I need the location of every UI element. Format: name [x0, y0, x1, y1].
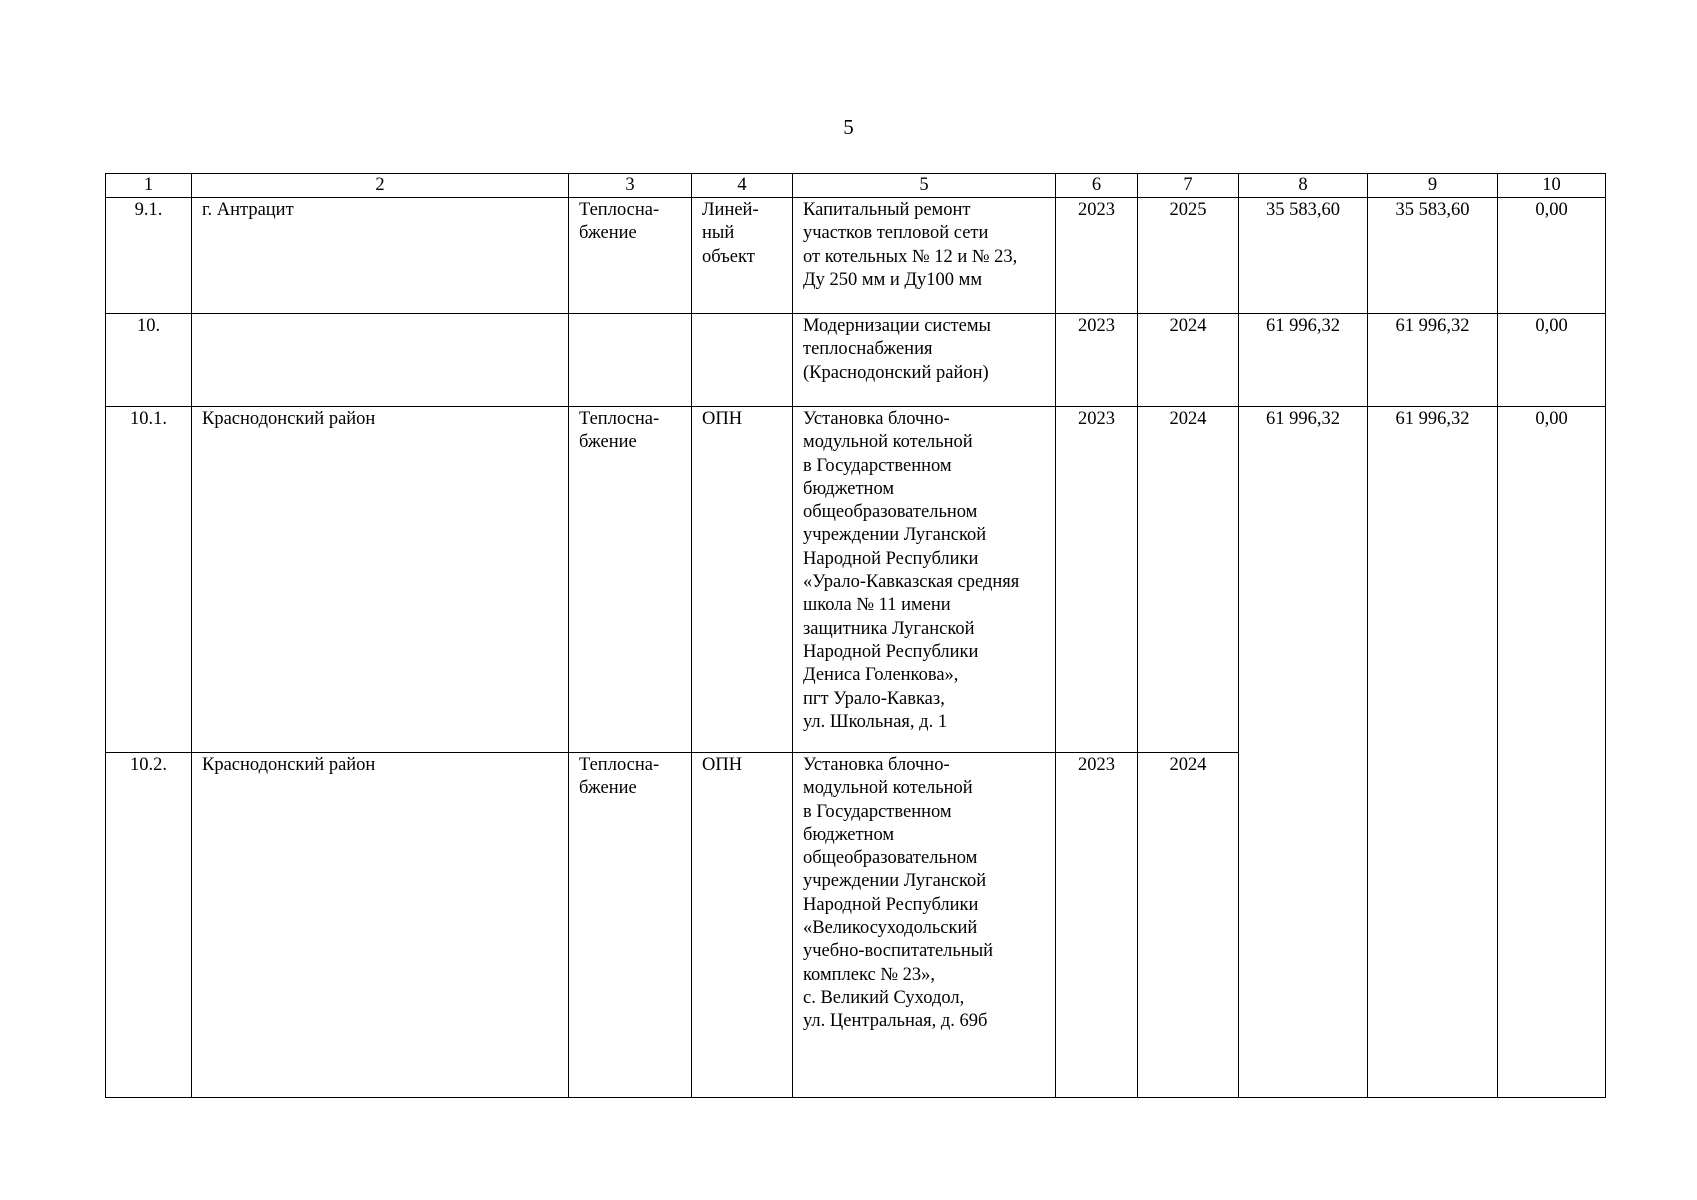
category-cell: [569, 314, 692, 407]
end-year-cell: 2024: [1138, 753, 1239, 1098]
type-cell: [692, 314, 793, 407]
description-cell: Модернизации системы теплоснабжения (Краснодонский район): [793, 314, 1056, 407]
column-header: 4: [692, 174, 793, 198]
start-year-cell: 2023: [1056, 407, 1138, 753]
table-row: [106, 314, 1606, 407]
amount-col10-cell: 0,00: [1498, 407, 1606, 1098]
amount-col10-cell: 0,00: [1498, 198, 1606, 314]
amount-col8-cell: 35 583,60: [1239, 198, 1368, 314]
category-cell: Теплосна- бжение: [569, 198, 692, 314]
column-header: 6: [1056, 174, 1138, 198]
column-header: 10: [1498, 174, 1606, 198]
type-cell: ОПН: [692, 753, 793, 1098]
location-cell: Краснодонский район: [192, 407, 569, 753]
header-row: [106, 174, 1606, 198]
row-number: 9.1.: [106, 198, 192, 314]
description-cell: Капитальный ремонт участков тепловой сети от котельных № 12 и № 23, Ду 250 мм и Ду100 мм: [793, 198, 1056, 314]
table-row: [106, 198, 1606, 314]
column-header: 3: [569, 174, 692, 198]
description-cell: Установка блочно- модульной котельной в Государственном бюджетном общеобразовательном учреждении Луганской Народной Республики «Урало-Кавказская средняя школа № 11 имени защитника Луганской Народной Республики Дениса Голенкова», пгт Урало-Кавказ, ул. Школьная, д. 1: [793, 407, 1056, 753]
column-header: 7: [1138, 174, 1239, 198]
end-year-cell: 2025: [1138, 198, 1239, 314]
column-header: 8: [1239, 174, 1368, 198]
start-year-cell: 2023: [1056, 198, 1138, 314]
row-number: 10.2.: [106, 753, 192, 1098]
amount-col8-cell: 61 996,32: [1239, 407, 1368, 1098]
row-number: 10.: [106, 314, 192, 407]
table-row: [106, 407, 1606, 753]
type-cell: ОПН: [692, 407, 793, 753]
location-cell: Краснодонский район: [192, 753, 569, 1098]
column-header: 1: [106, 174, 192, 198]
type-cell: Линей- ный объект: [692, 198, 793, 314]
column-header: 2: [192, 174, 569, 198]
amount-col9-cell: 61 996,32: [1368, 407, 1498, 1098]
amount-col9-cell: 61 996,32: [1368, 314, 1498, 407]
amount-col9-cell: 35 583,60: [1368, 198, 1498, 314]
category-cell: Теплосна- бжение: [569, 753, 692, 1098]
amount-col10-cell: 0,00: [1498, 314, 1606, 407]
column-header: 9: [1368, 174, 1498, 198]
description-cell: Установка блочно- модульной котельной в Государственном бюджетном общеобразовательном учреждении Луганской Народной Республики «Великосуходольский учебно-воспитательный комплекс № 23», с. Великий Суходол, ул. Центральная, д. 69б: [793, 753, 1056, 1098]
row-number: 10.1.: [106, 407, 192, 753]
location-cell: [192, 314, 569, 407]
end-year-cell: 2024: [1138, 407, 1239, 753]
data-table: [105, 173, 1606, 1098]
column-header: 5: [793, 174, 1056, 198]
end-year-cell: 2024: [1138, 314, 1239, 407]
start-year-cell: 2023: [1056, 314, 1138, 407]
page-number: 5: [843, 115, 854, 139]
start-year-cell: 2023: [1056, 753, 1138, 1098]
location-cell: г. Антрацит: [192, 198, 569, 314]
amount-col8-cell: 61 996,32: [1239, 314, 1368, 407]
category-cell: Теплосна- бжение: [569, 407, 692, 753]
